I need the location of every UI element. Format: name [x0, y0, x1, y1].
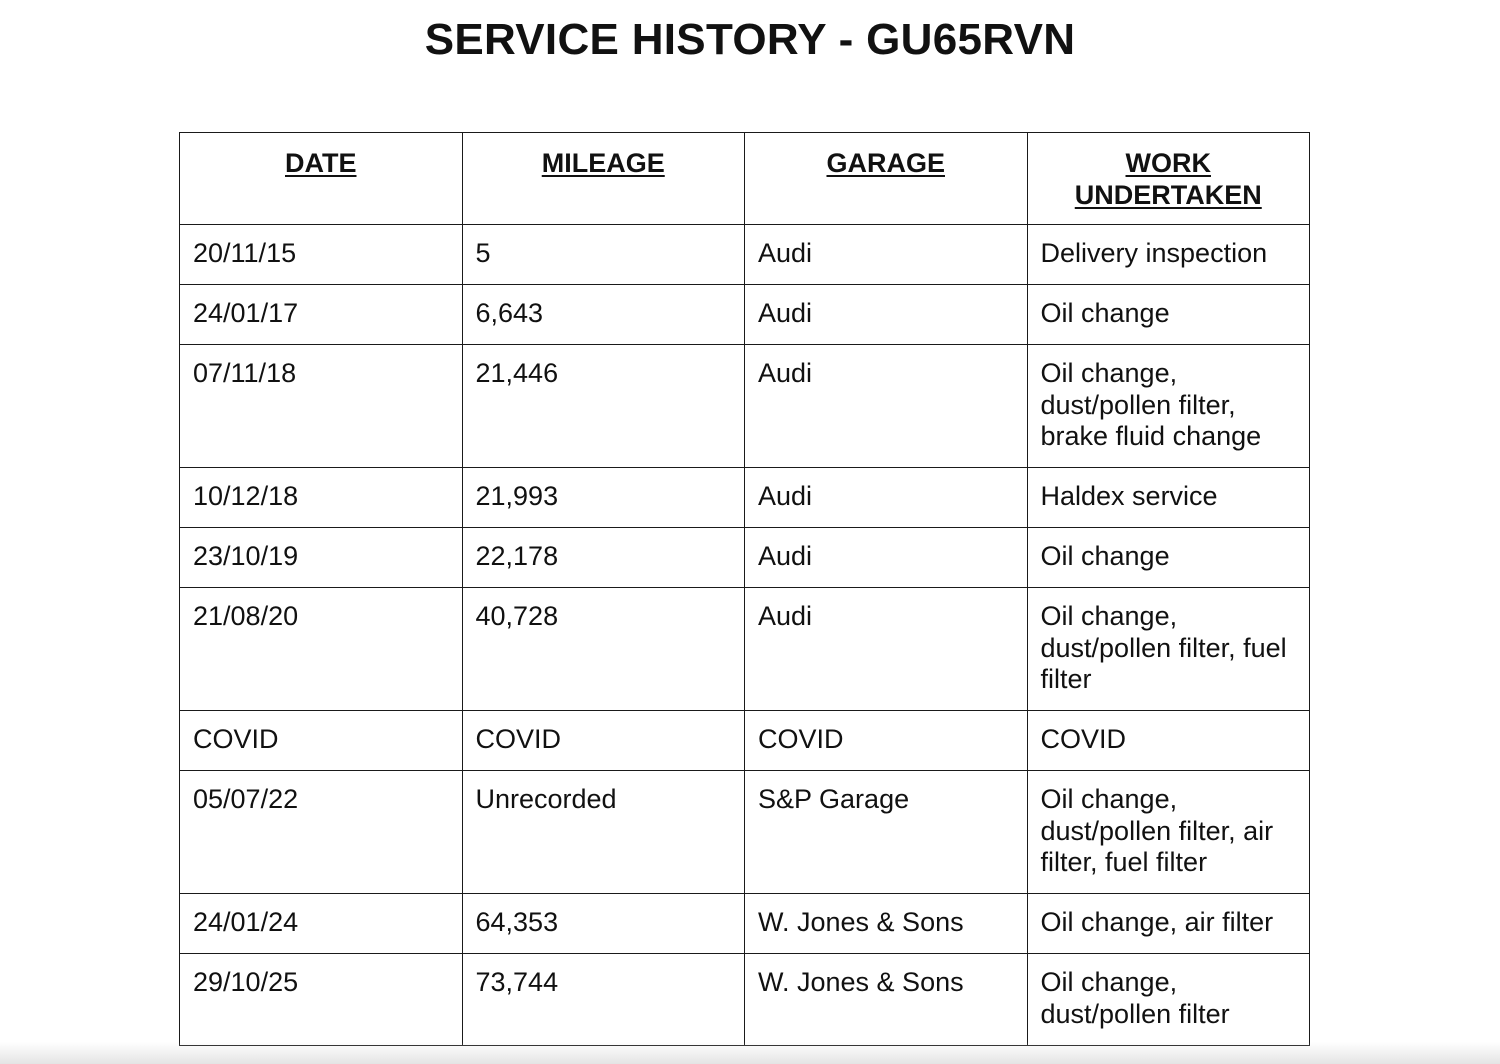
work-cell: COVID [1027, 711, 1310, 771]
service-history-table [179, 132, 1310, 1046]
garage-cell: Audi [745, 225, 1028, 285]
mileage-cell: 6,643 [462, 285, 745, 345]
date-cell: COVID [180, 711, 463, 771]
garage-cell: W. Jones & Sons [745, 894, 1028, 954]
garage-cell: Audi [745, 285, 1028, 345]
mileage-cell: 40,728 [462, 588, 745, 711]
work-cell: Haldex service [1027, 468, 1310, 528]
table-row [180, 285, 1310, 345]
date-cell: 21/08/20 [180, 588, 463, 711]
garage-cell: Audi [745, 528, 1028, 588]
page-title: SERVICE HISTORY - GU65RVN [424, 15, 1076, 64]
mileage-cell: 22,178 [462, 528, 745, 588]
work-cell: Oil change, air filter [1027, 894, 1310, 954]
date-cell: 23/10/19 [180, 528, 463, 588]
work-cell: Delivery inspection [1027, 225, 1310, 285]
work-cell: Oil change [1027, 528, 1310, 588]
mileage-cell: 73,744 [462, 954, 745, 1046]
work-cell: Oil change [1027, 285, 1310, 345]
bottom-edge-shadow [0, 1042, 1500, 1064]
date-cell: 29/10/25 [180, 954, 463, 1046]
date-cell: 05/07/22 [180, 771, 463, 894]
mileage-cell: COVID [462, 711, 745, 771]
date-cell: 24/01/17 [180, 285, 463, 345]
table-header-row [180, 133, 1310, 225]
work-cell: Oil change, dust/pollen filter [1027, 954, 1310, 1046]
garage-cell: COVID [745, 711, 1028, 771]
date-cell: 24/01/24 [180, 894, 463, 954]
garage-cell: Audi [745, 345, 1028, 468]
work-cell: Oil change, dust/pollen filter, brake fluid change [1027, 345, 1310, 468]
mileage-cell: Unrecorded [462, 771, 745, 894]
table-row [180, 528, 1310, 588]
work-cell: Oil change, dust/pollen filter, fuel filter [1027, 588, 1310, 711]
garage-cell: Audi [745, 468, 1028, 528]
header-garage: GARAGE [745, 133, 1028, 225]
garage-cell: S&P Garage [745, 771, 1028, 894]
header-mileage: MILEAGE [462, 133, 745, 225]
date-cell: 20/11/15 [180, 225, 463, 285]
table-row [180, 468, 1310, 528]
mileage-cell: 64,353 [462, 894, 745, 954]
mileage-cell: 5 [462, 225, 745, 285]
date-cell: 07/11/18 [180, 345, 463, 468]
header-work-undertaken: WORK UNDERTAKEN [1027, 133, 1310, 225]
table-row [180, 588, 1310, 711]
table-row [180, 771, 1310, 894]
work-cell: Oil change, dust/pollen filter, air filter, fuel filter [1027, 771, 1310, 894]
mileage-cell: 21,446 [462, 345, 745, 468]
table-row [180, 954, 1310, 1046]
mileage-cell: 21,993 [462, 468, 745, 528]
table-row [180, 225, 1310, 285]
table-row [180, 894, 1310, 954]
header-date: DATE [180, 133, 463, 225]
garage-cell: Audi [745, 588, 1028, 711]
table-row [180, 345, 1310, 468]
date-cell: 10/12/18 [180, 468, 463, 528]
garage-cell: W. Jones & Sons [745, 954, 1028, 1046]
table-row [180, 711, 1310, 771]
